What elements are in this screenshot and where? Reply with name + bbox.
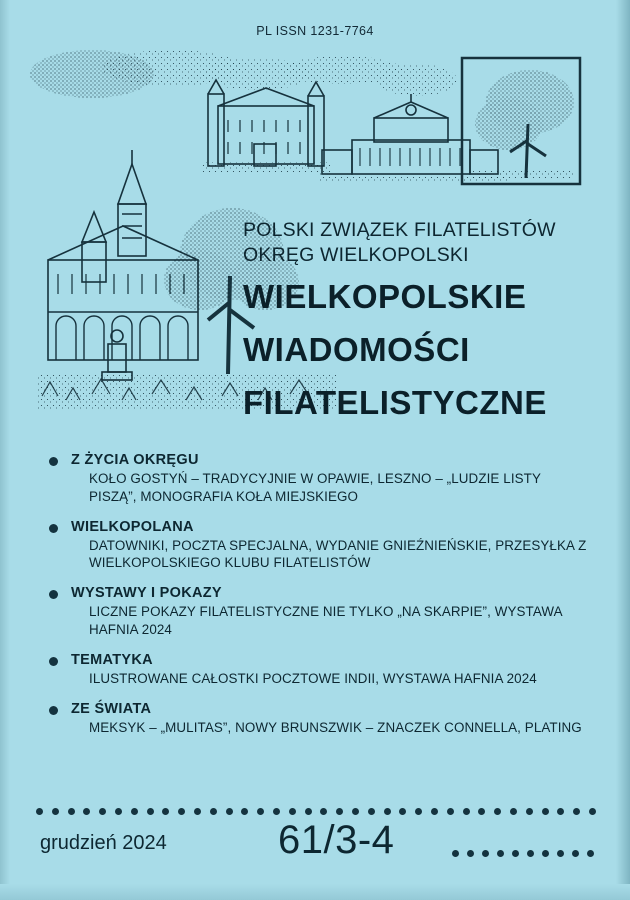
contents-item-title: WIELKOPOLANA bbox=[71, 518, 194, 535]
organization-line-2: OKRĘG WIELKOPOLSKI bbox=[243, 243, 469, 266]
dot bbox=[573, 808, 580, 815]
dot bbox=[320, 808, 327, 815]
list-item bbox=[47, 452, 592, 506]
contents-item-title: ZE ŚWIATA bbox=[71, 700, 152, 717]
dot bbox=[115, 808, 122, 815]
contents-item-title: TEMATYKA bbox=[71, 651, 153, 668]
contents-item-title: WYSTAWY I POKAZY bbox=[71, 585, 222, 602]
issue-number: 61/3-4 bbox=[278, 818, 395, 862]
dot bbox=[178, 808, 185, 815]
title-line-2: WIADOMOŚCI bbox=[243, 330, 470, 368]
dot bbox=[589, 808, 596, 815]
dot bbox=[467, 850, 474, 857]
list-item bbox=[47, 519, 592, 573]
title-line-1: WIELKOPOLSKIE bbox=[243, 277, 527, 315]
dot bbox=[99, 808, 106, 815]
dot bbox=[542, 808, 549, 815]
contents-item-description: LICZNE POKAZY FILATELISTYCZNE NIE TYLKO „NA SKARPIE”, WYSTAWA HAFNIA 2024 bbox=[89, 604, 562, 638]
dot bbox=[482, 850, 489, 857]
contents-item-title: Z ŻYCIA OKRĘGU bbox=[71, 452, 199, 468]
dot bbox=[83, 808, 90, 815]
page-edge-left bbox=[0, 0, 10, 900]
dot bbox=[415, 808, 422, 815]
bullet-icon bbox=[49, 590, 58, 599]
dot bbox=[52, 808, 59, 815]
bullet-icon bbox=[49, 457, 58, 466]
dot bbox=[497, 850, 504, 857]
dot bbox=[463, 808, 470, 815]
dot bbox=[512, 850, 519, 857]
contents-item-description: DATOWNIKI, POCZTA SPECJALNA, WYDANIE GNIEŹNIEŃSKIE, PRZESYŁKA Z WIELKOPOLSKIEGO KLUBU FILATELISTÓW bbox=[89, 537, 587, 571]
dot bbox=[147, 808, 154, 815]
dot bbox=[384, 808, 391, 815]
dot bbox=[587, 850, 594, 857]
dot bbox=[289, 808, 296, 815]
list-item bbox=[47, 701, 592, 737]
dot bbox=[162, 808, 169, 815]
issn-line: PL ISSN 1231-7764 bbox=[256, 24, 374, 38]
dot bbox=[494, 808, 501, 815]
dot bbox=[431, 808, 438, 815]
dot bbox=[399, 808, 406, 815]
title-line-3: FILATELISTYCZNE bbox=[243, 383, 547, 421]
dot bbox=[572, 850, 579, 857]
dot bbox=[352, 808, 359, 815]
issue-date: grudzień 2024 bbox=[40, 832, 167, 854]
bullet-icon bbox=[49, 524, 58, 533]
dot bbox=[526, 808, 533, 815]
bullet-icon bbox=[49, 657, 58, 666]
contents-item-description: KOŁO GOSTYŃ – TRADYCYJNIE W OPAWIE, LESZNO – „LUDZIE LISTY PISZĄ”, MONOGRAFIA KOŁA MIEJSKIEGO bbox=[89, 471, 541, 504]
bullet-icon bbox=[49, 706, 58, 715]
dot bbox=[452, 850, 459, 857]
contents-list bbox=[47, 452, 592, 750]
dot bbox=[68, 808, 75, 815]
dot bbox=[542, 850, 549, 857]
dot bbox=[226, 808, 233, 815]
list-item bbox=[47, 652, 592, 688]
dot bbox=[241, 808, 248, 815]
dot bbox=[131, 808, 138, 815]
dotted-divider bbox=[36, 806, 596, 816]
dot bbox=[257, 808, 264, 815]
dot bbox=[305, 808, 312, 815]
cover-footer bbox=[0, 818, 630, 876]
dot bbox=[273, 808, 280, 815]
contents-item-description: ILUSTROWANE CAŁOSTKI POCZTOWE INDII, WYSTAWA HAFNIA 2024 bbox=[89, 670, 537, 686]
dotted-divider-tail bbox=[452, 850, 594, 857]
contents-item-description: MEKSYK – „MULITAS”, NOWY BRUNSZWIK – ZNACZEK CONNELLA, PLATING bbox=[89, 719, 582, 735]
dot bbox=[478, 808, 485, 815]
page-edge-bottom bbox=[0, 884, 630, 900]
dot bbox=[557, 808, 564, 815]
dot bbox=[336, 808, 343, 815]
page-edge-right bbox=[616, 0, 630, 900]
dot bbox=[36, 808, 43, 815]
masthead bbox=[243, 218, 613, 426]
dot bbox=[447, 808, 454, 815]
dot bbox=[557, 850, 564, 857]
organization-line-1: POLSKI ZWIĄZEK FILATELISTÓW bbox=[243, 219, 556, 241]
dot bbox=[510, 808, 517, 815]
dot bbox=[527, 850, 534, 857]
dot bbox=[194, 808, 201, 815]
dot bbox=[368, 808, 375, 815]
dot bbox=[210, 808, 217, 815]
list-item bbox=[47, 585, 592, 639]
